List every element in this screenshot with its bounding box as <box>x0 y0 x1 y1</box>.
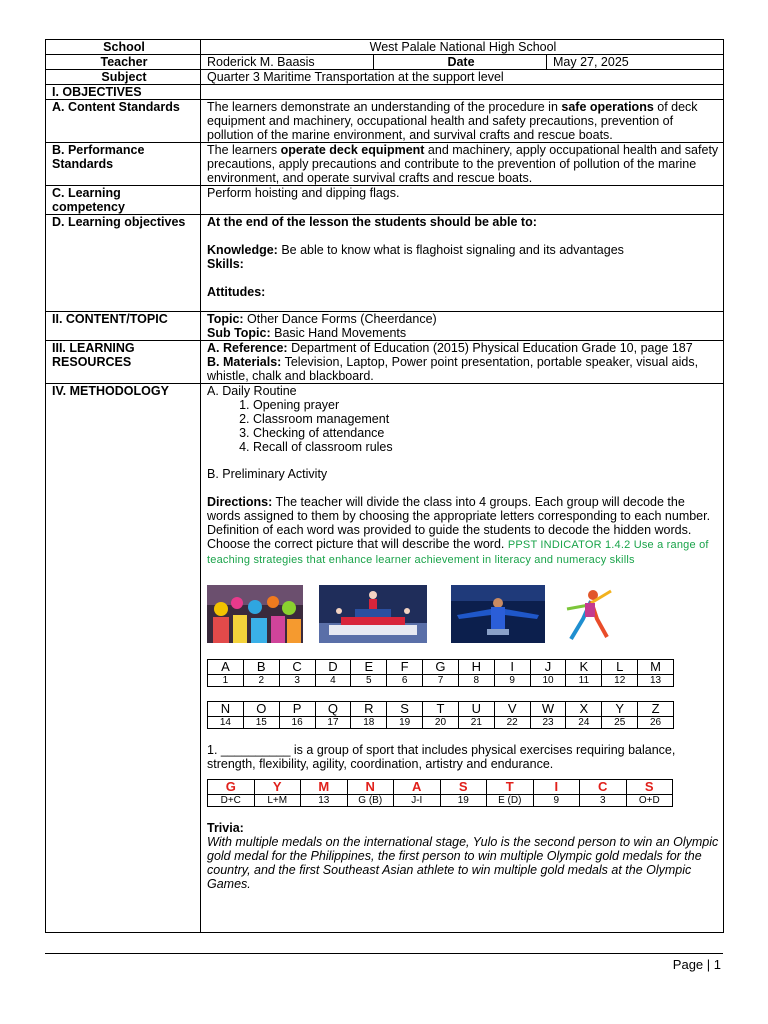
answer-letter-cell: S <box>440 780 487 795</box>
teacher-label: Teacher <box>46 55 201 70</box>
lesson-plan <box>45 39 723 933</box>
code-number-cell: 6 <box>387 675 423 687</box>
answer-code-cell: O+D <box>626 795 673 807</box>
code-letter-cell: R <box>351 702 387 717</box>
ppst-note: PPST INDICATOR 1.4.2 Use a range of teaching strategies that enhance learner achievement in literacy and numeracy skills <box>207 539 709 566</box>
code-letter-cell: U <box>458 702 494 717</box>
question-1: 1. __________ is a group of sport that includes physical exercises requiring balance, strength, flexibility, agility, coordination, artistry and endurance. <box>207 743 676 771</box>
answer-letter-cell: I <box>533 780 580 795</box>
objectives-heading: I. OBJECTIVES <box>46 85 201 100</box>
code-letter-cell: X <box>566 702 602 717</box>
code-number-cell: 1 <box>208 675 244 687</box>
methodology-label: IV. METHODOLOGY <box>46 384 201 933</box>
code-letter-cell: Q <box>315 702 351 717</box>
code-letter-cell: S <box>387 702 423 717</box>
answer-letter-cell: G <box>208 780 255 795</box>
answer-code-cell: L+M <box>254 795 301 807</box>
answer-code-cell: 13 <box>301 795 348 807</box>
code-number-cell: 11 <box>566 675 602 687</box>
code-letter-cell: H <box>458 660 494 675</box>
cheerleaders-photo <box>207 585 303 643</box>
code-number-cell: 15 <box>243 717 279 729</box>
page-number: Page | 1 <box>672 957 721 972</box>
subject-label: Subject <box>46 70 201 85</box>
code-number-cell: 8 <box>458 675 494 687</box>
answer-code-cell: 3 <box>580 795 627 807</box>
answer-code-cell: J-I <box>394 795 441 807</box>
preliminary-heading: B. Preliminary Activity <box>207 467 328 481</box>
code-number-cell: 9 <box>494 675 530 687</box>
lesson-plan-table <box>45 39 724 933</box>
code-letter-cell: T <box>423 702 459 717</box>
date-value: May 27, 2025 <box>547 55 724 70</box>
content-standards-label: A. Content Standards <box>46 100 201 143</box>
code-letter-cell: E <box>351 660 387 675</box>
code-letter-cell: Z <box>638 702 674 717</box>
code-number-cell: 17 <box>315 717 351 729</box>
answer-code-cell: G (B) <box>347 795 394 807</box>
photo-strip <box>207 585 719 647</box>
code-number-cell: 19 <box>387 717 423 729</box>
code-letter-cell: P <box>279 702 315 717</box>
code-letter-cell: L <box>602 660 638 675</box>
answer-letter-cell: C <box>580 780 627 795</box>
answer-letter-cell: T <box>487 780 534 795</box>
daily-routine-heading: A. Daily Routine <box>207 384 297 398</box>
directions-text: Directions: The teacher will divide the class into 4 groups. Each group will decode the words assigned to them by choosing the appropriate letters corresponding to each number. Definition of each word was provided to guide the students to decode the hidden words. Choose the correct picture that will describe the word. PPST INDICATOR 1.4.2 Use a range of teaching strategies that enhance learner achievement in literacy and numeracy skills <box>207 495 711 566</box>
code-number-cell: 16 <box>279 717 315 729</box>
teacher-value: Roderick M. Baasis <box>201 55 374 70</box>
list-item: 3. Checking of attendance <box>253 426 719 440</box>
code-letter-cell: F <box>387 660 423 675</box>
learning-competency-label: C. Learning competency <box>46 186 201 215</box>
letter-code-table-2 <box>207 701 674 729</box>
code-letter-cell: D <box>315 660 351 675</box>
code-letter-cell: I <box>494 660 530 675</box>
content-standards-value: The learners demonstrate an understanding of the procedure in safe operations of deck equipment and machinery, occupational health and safety precautions, prevention of pollution of the marine environment, and survival crafts and rescue boats. <box>201 100 724 143</box>
methodology-value <box>201 384 724 933</box>
page-footer <box>45 953 723 972</box>
cheerdance-pyramid-photo <box>319 585 427 643</box>
code-letter-cell: Y <box>602 702 638 717</box>
answer-letter-cell: Y <box>254 780 301 795</box>
code-letter-cell: B <box>243 660 279 675</box>
code-number-cell: 25 <box>602 717 638 729</box>
code-number-cell: 23 <box>530 717 566 729</box>
code-number-cell: 10 <box>530 675 566 687</box>
code-number-cell: 4 <box>315 675 351 687</box>
code-number-cell: 26 <box>638 717 674 729</box>
code-letter-cell: G <box>423 660 459 675</box>
answer-table <box>207 779 673 807</box>
learning-objectives-label: D. Learning objectives <box>46 215 201 312</box>
subject-value: Quarter 3 Maritime Transportation at the support level <box>201 70 724 85</box>
code-number-cell: 7 <box>423 675 459 687</box>
letter-code-table-1 <box>207 659 674 687</box>
code-number-cell: 24 <box>566 717 602 729</box>
answer-letter-cell: N <box>347 780 394 795</box>
answer-letter-cell: M <box>301 780 348 795</box>
code-letter-cell: W <box>530 702 566 717</box>
learning-objectives-value: At the end of the lesson the students should be able to: Knowledge: Be able to know what is flaghoist signaling and its advantages Skills: Attitudes: <box>201 215 724 312</box>
code-number-cell: 2 <box>243 675 279 687</box>
date-label: Date <box>374 55 547 70</box>
answer-code-cell: D+C <box>208 795 255 807</box>
code-number-cell: 20 <box>423 717 459 729</box>
content-topic-label: II. CONTENT/TOPIC <box>46 312 201 341</box>
code-number-cell: 13 <box>638 675 674 687</box>
code-number-cell: 5 <box>351 675 387 687</box>
school-label: School <box>46 40 201 55</box>
code-number-cell: 18 <box>351 717 387 729</box>
answer-code-cell: 9 <box>533 795 580 807</box>
code-number-cell: 14 <box>208 717 244 729</box>
code-letter-cell: V <box>494 702 530 717</box>
dancer-illustration <box>557 585 619 643</box>
code-number-cell: 21 <box>458 717 494 729</box>
gymnast-photo <box>451 585 545 643</box>
code-letter-cell: O <box>243 702 279 717</box>
code-number-cell: 3 <box>279 675 315 687</box>
list-item: 1. Opening prayer <box>253 398 719 412</box>
answer-code-cell: E (D) <box>487 795 534 807</box>
code-letter-cell: J <box>530 660 566 675</box>
code-letter-cell: M <box>638 660 674 675</box>
code-letter-cell: A <box>208 660 244 675</box>
code-number-cell: 12 <box>602 675 638 687</box>
learning-resources-value: A. Reference: Department of Education (2015) Physical Education Grade 10, page 187 B. Materials: Television, Laptop, Power point presentation, portable speaker, visual aids, whistle, chalk and blackboard. <box>201 341 724 384</box>
answer-letter-cell: A <box>394 780 441 795</box>
content-topic-value: Topic: Other Dance Forms (Cheerdance) Sub Topic: Basic Hand Movements <box>201 312 724 341</box>
code-number-cell: 22 <box>494 717 530 729</box>
learning-resources-label: III. LEARNING RESOURCES <box>46 341 201 384</box>
trivia-text: With multiple medals on the international stage, Yulo is the second person to win an Olympic gold medal for the Philippines, the first person to win multiple Olympic gold medals for the country, and the first Southeast Asian athlete to win multiple gold medals at the Olympic Games. <box>207 835 719 891</box>
performance-standards-label: B. Performance Standards <box>46 143 201 186</box>
list-item: 4. Recall of classroom rules <box>253 440 719 454</box>
list-item: 2. Classroom management <box>253 412 719 426</box>
performance-standards-value: The learners operate deck equipment and machinery, apply occupational health and safety precautions, apply precautions and contribute to the prevention of pollution of the marine environment, and operate survival crafts and rescue boats. <box>201 143 724 186</box>
learning-competency-value: Perform hoisting and dipping flags. <box>201 186 724 215</box>
code-letter-cell: K <box>566 660 602 675</box>
trivia-label: Trivia: <box>207 821 244 835</box>
routine-list <box>207 398 719 454</box>
answer-letter-cell: S <box>626 780 673 795</box>
answer-code-cell: 19 <box>440 795 487 807</box>
code-letter-cell: C <box>279 660 315 675</box>
code-letter-cell: N <box>208 702 244 717</box>
school-value: West Palale National High School <box>201 40 724 55</box>
